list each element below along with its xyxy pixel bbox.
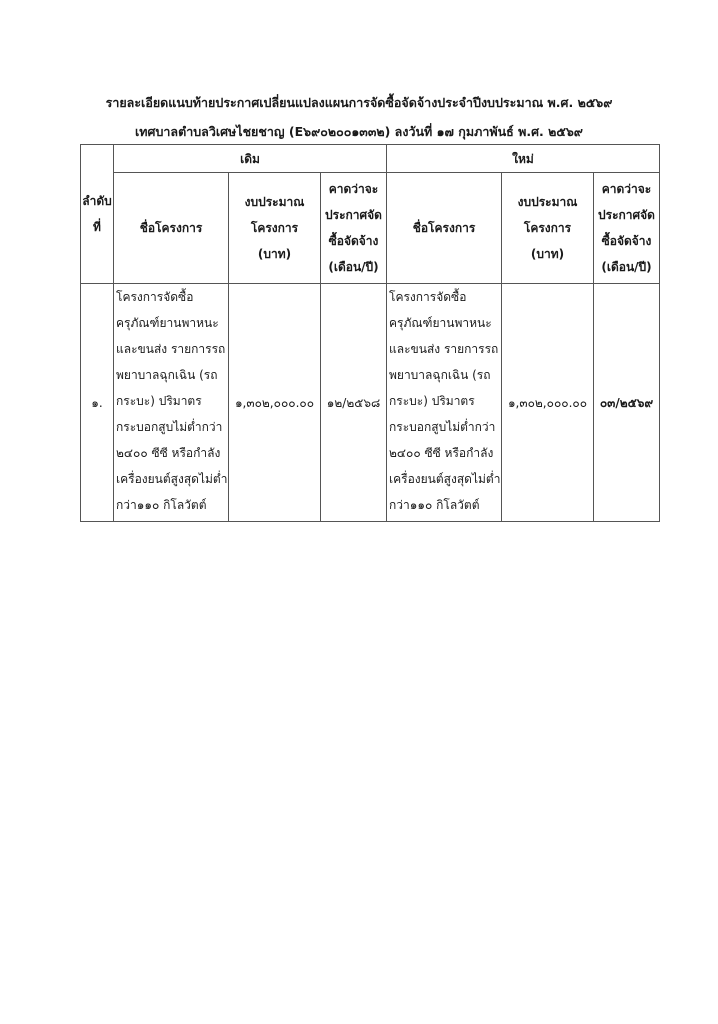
old-budget-value: ๑,๓๐๒,๐๐๐.๐๐ bbox=[229, 284, 321, 522]
new-project-name-header: ชื่อโครงการ bbox=[387, 173, 502, 284]
new-budget-header: งบประมาณ โครงการ (บาท) bbox=[502, 173, 594, 284]
new-budget-value: ๑,๓๐๒,๐๐๐.๐๐ bbox=[502, 284, 594, 522]
group-header-old: เดิม bbox=[114, 145, 387, 173]
old-expected-date-header: คาดว่าจะ ประกาศจัด ซื้อจัดจ้าง (เดือน/ปี) bbox=[321, 173, 387, 284]
old-expected-date: ๑๒/๒๕๖๘ bbox=[321, 284, 387, 522]
group-header-new: ใหม่ bbox=[387, 145, 660, 173]
old-budget-header: งบประมาณ โครงการ (บาท) bbox=[229, 173, 321, 284]
table-row bbox=[81, 284, 660, 522]
new-expected-date: ๐๓/๒๕๖๙ bbox=[594, 284, 660, 522]
document-title-line-2: เทศบาลตำบลวิเศษไชยชาญ (E๖๙๐๒๐๐๑๓๓๒) ลงวันที่ ๑๗ กุมภาพันธ์ พ.ศ. ๒๕๖๙ bbox=[135, 124, 583, 139]
old-project-name: โครงการจัดซื้อ ครุภัณฑ์ยานพาหนะ และขนส่ง รายการรถ พยาบาลฉุกเฉิน (รถ กระบะ) ปริมาตร กระบอกสูบไม่ต่ำกว่า ๒๔๐๐ ซีซี หรือกำลัง เครื่องยนต์สูงสุดไม่ต่ำ กว่า๑๑๐ กิโลวัตต์ bbox=[114, 284, 229, 522]
new-project-name: โครงการจัดซื้อ ครุภัณฑ์ยานพาหนะ และขนส่ง รายการรถ พยาบาลฉุกเฉิน (รถ กระบะ) ปริมาตร กระบอกสูบไม่ต่ำกว่า ๒๔๐๐ ซีซี หรือกำลัง เครื่องยนต์สูงสุดไม่ต่ำ กว่า๑๑๐ กิโลวัตต์ bbox=[387, 284, 502, 522]
seq-header: ลำดับ ที่ bbox=[81, 145, 114, 284]
row-seq: ๑. bbox=[81, 284, 114, 522]
document-title-line-1: รายละเอียดแนบท้ายประกาศเปลี่ยนแปลงแผนการจัดซื้อจัดจ้างประจำปีงบประมาณ พ.ศ. ๒๕๖๙ bbox=[105, 95, 613, 110]
old-project-name-header: ชื่อโครงการ bbox=[114, 173, 229, 284]
procurement-change-table bbox=[80, 144, 660, 522]
new-expected-date-header: คาดว่าจะ ประกาศจัด ซื้อจัดจ้าง (เดือน/ปี) bbox=[594, 173, 660, 284]
